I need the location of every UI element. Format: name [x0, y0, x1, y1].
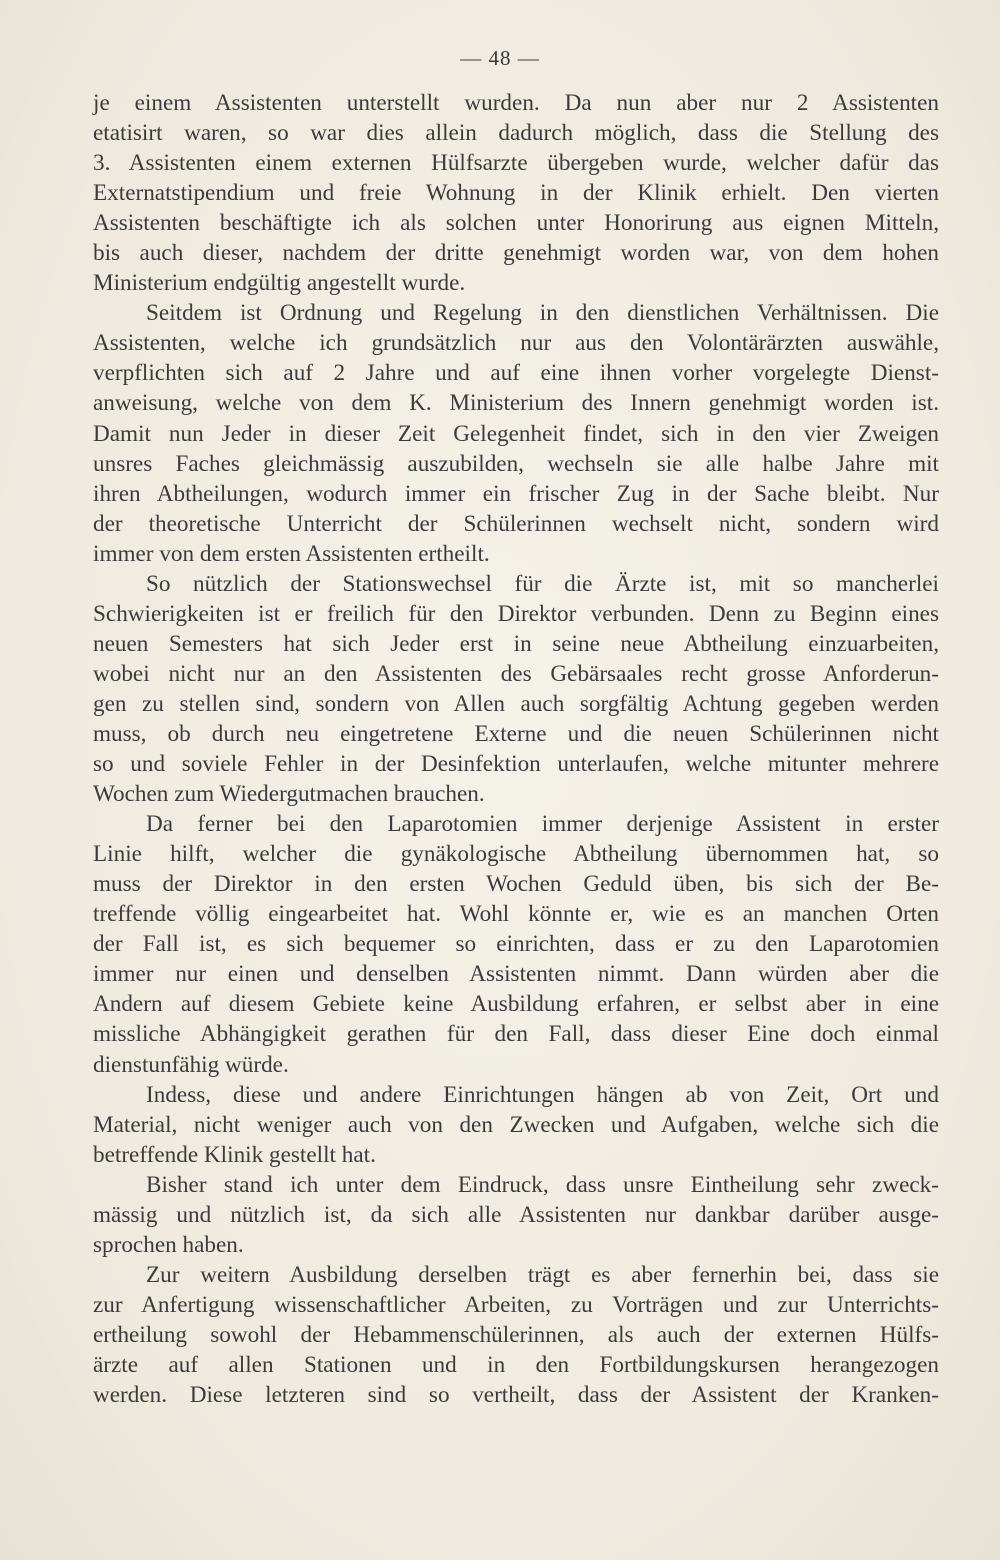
text-line: Bisher stand ich unter dem Eindruck, dass unsre Eintheilung sehr zweck-: [146, 1171, 939, 1198]
text-line: Externatstipendium und freie Wohnung in der Klinik erhielt. Den vierten: [93, 180, 939, 207]
text-line: Wochen zum Wiedergutmachen brauchen.: [93, 781, 485, 808]
paragraph: [93, 1260, 939, 1410]
text-line: werden. Diese letzteren sind so vertheilt, dass der Assistent der Kranken-: [93, 1382, 939, 1409]
text-line: So nützlich der Stationswechsel für die Ärzte ist, mit so mancherlei: [146, 570, 939, 597]
text-line: ihren Abtheilungen, wodurch immer ein frischer Zug in der Sache bleibt. Nur: [93, 480, 939, 507]
text-line: wobei nicht nur an den Assistenten des Gebärsaales recht grosse Anforderun-: [93, 660, 939, 687]
body-text: [93, 88, 939, 1410]
text-line: sprochen haben.: [93, 1231, 244, 1258]
text-line: Da ferner bei den Laparotomien immer derjenige Assistent in erster: [146, 811, 939, 838]
text-line: ärzte auf allen Stationen und in den Fortbildungskursen herangezogen: [93, 1351, 939, 1378]
text-line: Indess, diese und andere Einrichtungen hängen ab von Zeit, Ort und: [146, 1081, 939, 1108]
text-line: Andern auf diesem Gebiete keine Ausbildung erfahren, er selbst aber in eine: [93, 991, 939, 1018]
paragraph: [93, 809, 939, 1079]
paragraph: [93, 569, 939, 809]
text-line: treffende völlig eingearbeitet hat. Wohl könnte er, wie es an manchen Orten: [93, 901, 939, 928]
text-line: etatisirt waren, so war dies allein dadurch möglich, dass die Stellung des: [93, 120, 939, 147]
text-line: so und soviele Fehler in der Desinfektion unterlaufen, welche mitunter mehrere: [93, 751, 939, 778]
paragraph: [93, 1170, 939, 1260]
text-line: Zur weitern Ausbildung derselben trägt es aber fernerhin bei, dass sie: [146, 1261, 939, 1288]
text-line: Damit nun Jeder in dieser Zeit Gelegenheit findet, sich in den vier Zweigen: [93, 420, 939, 447]
paragraph: [93, 1080, 939, 1170]
text-line: 3. Assistenten einem externen Hülfsarzte übergeben wurde, welcher dafür das: [93, 150, 939, 177]
text-line: Assistenten, welche ich grundsätzlich nur aus den Volontärärzten auswähle,: [93, 330, 939, 357]
text-line: betreffende Klinik gestellt hat.: [93, 1141, 376, 1168]
text-line: anweisung, welche von dem K. Ministerium des Innern genehmigt worden ist.: [93, 390, 939, 417]
text-line: Assistenten beschäftigte ich als solchen unter Honorirung aus eignen Mitteln,: [93, 210, 939, 237]
text-line: immer nur einen und denselben Assistenten nimmt. Dann würden aber die: [93, 961, 939, 988]
text-line: Ministerium endgültig angestellt wurde.: [93, 270, 466, 297]
text-line: unsres Faches gleichmässig auszubilden, wechseln sie alle halbe Jahre mit: [93, 450, 939, 477]
page-number: — 48 —: [460, 46, 540, 70]
text-line: mässig und nützlich ist, da sich alle Assistenten nur dankbar darüber ausge-: [93, 1201, 939, 1228]
text-line: Schwierigkeiten ist er freilich für den Direktor verbunden. Denn zu Beginn eines: [93, 600, 939, 627]
text-line: der theoretische Unterricht der Schülerinnen wechselt nicht, sondern wird: [93, 510, 939, 537]
text-line: Linie hilft, welcher die gynäkologische Abtheilung übernommen hat, so: [93, 841, 939, 868]
paragraph: [93, 88, 939, 298]
text-line: muss der Direktor in den ersten Wochen Geduld üben, bis sich der Be-: [93, 871, 939, 898]
text-line: bis auch dieser, nachdem der dritte genehmigt worden war, von dem hohen: [93, 240, 939, 267]
text-line: muss, ob durch neu eingetretene Externe und die neuen Schülerinnen nicht: [93, 720, 939, 747]
text-line: ertheilung sowohl der Hebammenschülerinnen, als auch der externen Hülfs-: [93, 1321, 939, 1348]
text-line: je einem Assistenten unterstellt wurden. Da nun aber nur 2 Assistenten: [93, 90, 939, 116]
text-line: Seitdem ist Ordnung und Regelung in den dienstlichen Verhältnissen. Die: [146, 300, 939, 327]
text-line: neuen Semesters hat sich Jeder erst in seine neue Abtheilung einzuarbeiten,: [93, 630, 939, 657]
text-line: missliche Abhängigkeit gerathen für den Fall, dass dieser Eine doch einmal: [93, 1021, 939, 1048]
text-line: zur Anfertigung wissenschaftlicher Arbeiten, zu Vorträgen und zur Unterrichts-: [93, 1291, 939, 1318]
text-line: Material, nicht weniger auch von den Zwecken und Aufgaben, welche sich die: [93, 1111, 939, 1138]
text-line: dienstunfähig würde.: [93, 1051, 289, 1078]
paragraph: [93, 298, 939, 568]
text-line: der Fall ist, es sich bequemer so einrichten, dass er zu den Laparotomien: [93, 931, 939, 958]
text-line: verpflichten sich auf 2 Jahre und auf eine ihnen vorher vorgelegte Dienst-: [93, 360, 939, 387]
text-line: gen zu stellen sind, sondern von Allen auch sorgfältig Achtung gegeben werden: [93, 690, 939, 717]
text-line: immer von dem ersten Assistenten ertheilt.: [93, 540, 490, 567]
